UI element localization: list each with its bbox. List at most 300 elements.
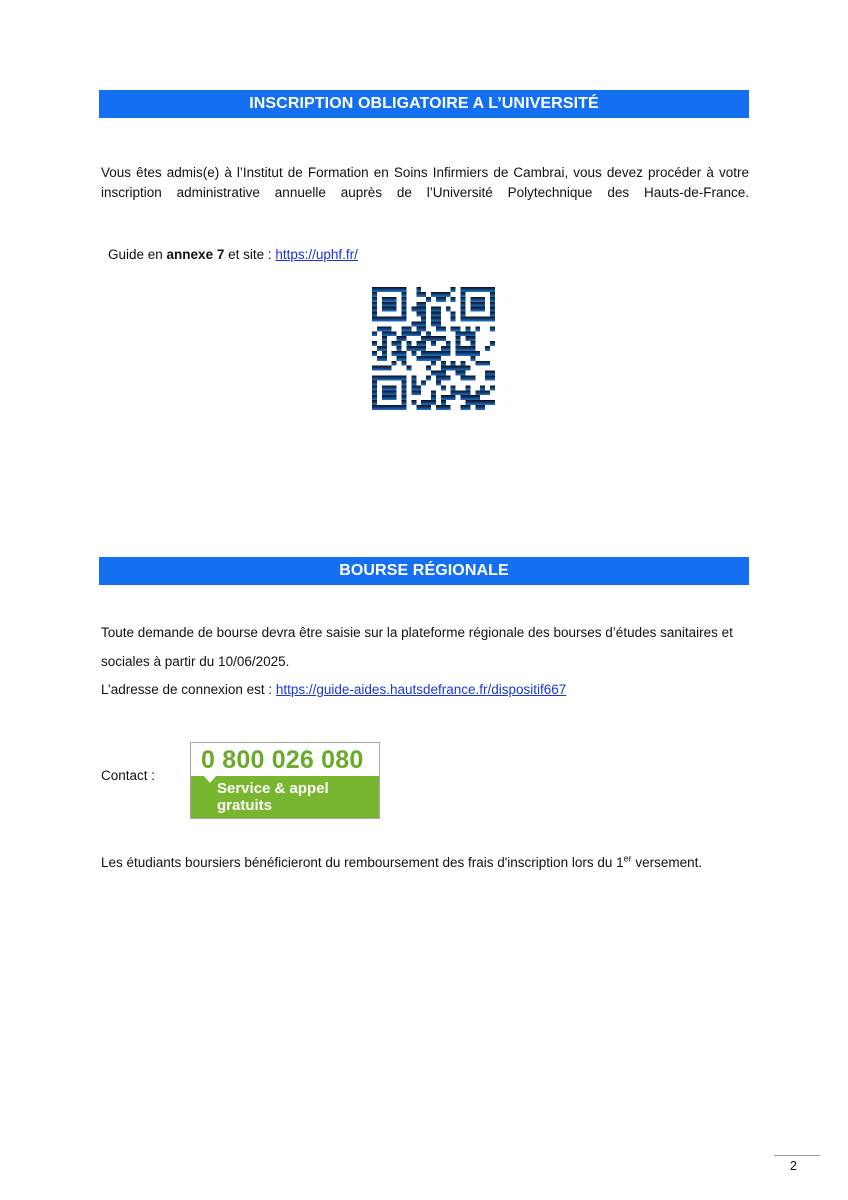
qr-module bbox=[406, 331, 411, 336]
qr-module bbox=[465, 287, 470, 292]
qr-module bbox=[402, 380, 407, 385]
qr-module bbox=[431, 321, 436, 326]
qr-module bbox=[406, 346, 411, 351]
qr-module bbox=[402, 312, 407, 317]
qr-module bbox=[421, 317, 426, 322]
qr-module bbox=[465, 385, 470, 390]
qr-module bbox=[475, 400, 480, 405]
qr-module bbox=[446, 341, 451, 346]
qr-module bbox=[402, 302, 407, 307]
qr-module bbox=[426, 376, 431, 381]
qr-module bbox=[451, 366, 456, 371]
qr-module bbox=[397, 317, 402, 322]
qr-module bbox=[446, 395, 451, 400]
qr-module bbox=[490, 341, 495, 346]
qr-module bbox=[470, 307, 475, 312]
qr-module bbox=[387, 302, 392, 307]
qr-module bbox=[372, 317, 377, 322]
qr-module bbox=[402, 336, 407, 341]
qr-module bbox=[382, 395, 387, 400]
section-banner-bourse bbox=[99, 557, 749, 585]
qr-module bbox=[382, 331, 387, 336]
qr-module bbox=[431, 292, 436, 297]
qr-module bbox=[402, 405, 407, 410]
qr-module bbox=[392, 351, 397, 356]
qr-module bbox=[461, 405, 466, 410]
qr-module bbox=[402, 361, 407, 366]
qr-module bbox=[377, 405, 382, 410]
qr-module bbox=[480, 405, 485, 410]
qr-module bbox=[387, 385, 392, 390]
qr-module bbox=[416, 331, 421, 336]
qr-module bbox=[372, 405, 377, 410]
qr-module bbox=[431, 317, 436, 322]
qr-module bbox=[470, 287, 475, 292]
qr-module bbox=[431, 400, 436, 405]
qr-module bbox=[470, 395, 475, 400]
qr-module bbox=[372, 297, 377, 302]
qr-module bbox=[421, 356, 426, 361]
qr-module bbox=[485, 287, 490, 292]
qr-module bbox=[372, 341, 377, 346]
qr-module bbox=[470, 297, 475, 302]
qr-module bbox=[387, 331, 392, 336]
qr-module bbox=[465, 351, 470, 356]
qr-module bbox=[441, 336, 446, 341]
qr-module bbox=[426, 351, 431, 356]
qr-module bbox=[416, 292, 421, 297]
qr-module bbox=[382, 336, 387, 341]
qr-module bbox=[397, 341, 402, 346]
qr-module bbox=[490, 376, 495, 381]
guide-annex: annexe 7 bbox=[166, 247, 225, 262]
qr-module bbox=[456, 341, 461, 346]
qr-module bbox=[475, 297, 480, 302]
qr-module bbox=[382, 376, 387, 381]
qr-module bbox=[475, 302, 480, 307]
qr-module bbox=[421, 326, 426, 331]
phone-service-band bbox=[191, 776, 379, 818]
qr-module bbox=[421, 312, 426, 317]
qr-module bbox=[392, 287, 397, 292]
qr-module bbox=[372, 312, 377, 317]
qr-module bbox=[436, 307, 441, 312]
qr-module bbox=[431, 307, 436, 312]
qr-module bbox=[436, 336, 441, 341]
qr-module bbox=[456, 331, 461, 336]
qr-module bbox=[436, 356, 441, 361]
qr-module bbox=[431, 336, 436, 341]
qr-module bbox=[465, 395, 470, 400]
phone-service-line-2: gratuits bbox=[217, 797, 273, 814]
qr-module bbox=[392, 385, 397, 390]
qr-module bbox=[441, 400, 446, 405]
phone-service-line-1: Service & appel bbox=[217, 780, 329, 797]
qr-module bbox=[372, 307, 377, 312]
qr-module bbox=[441, 395, 446, 400]
qr-module bbox=[490, 302, 495, 307]
qr-module bbox=[397, 346, 402, 351]
qr-module bbox=[406, 341, 411, 346]
qr-module bbox=[456, 390, 461, 395]
qr-module bbox=[441, 346, 446, 351]
inscription-paragraph: Vous êtes admis(e) à l’Institut de Formation en Soins Infirmiers de Cambrai, vous devez procéder à votre inscription administrative annuelle auprès de l’Université Polytechnique des Hauts-de-France. bbox=[101, 165, 749, 200]
callout-notch-icon bbox=[203, 775, 217, 783]
qr-module bbox=[411, 400, 416, 405]
qr-module bbox=[411, 390, 416, 395]
qr-module bbox=[465, 390, 470, 395]
qr-module bbox=[465, 400, 470, 405]
qr-module bbox=[397, 287, 402, 292]
qr-module bbox=[372, 292, 377, 297]
qr-module bbox=[421, 307, 426, 312]
uphf-link[interactable]: https://uphf.fr/ bbox=[275, 247, 358, 262]
qr-module bbox=[461, 297, 466, 302]
qr-module bbox=[411, 307, 416, 312]
qr-module bbox=[436, 376, 441, 381]
qr-module bbox=[490, 317, 495, 322]
qr-module bbox=[441, 297, 446, 302]
qr-module bbox=[470, 346, 475, 351]
qr-module bbox=[411, 380, 416, 385]
qr-module bbox=[402, 395, 407, 400]
qr-module bbox=[431, 395, 436, 400]
qr-module bbox=[387, 326, 392, 331]
qr-module bbox=[431, 371, 436, 376]
qr-module bbox=[402, 376, 407, 381]
qr-module bbox=[387, 307, 392, 312]
qr-module bbox=[397, 351, 402, 356]
qr-module bbox=[426, 356, 431, 361]
qr-module bbox=[461, 371, 466, 376]
section-title: INSCRIPTION OBLIGATOIRE A L’UNIVERSITÉ bbox=[249, 95, 599, 112]
qr-module bbox=[421, 400, 426, 405]
qr-module bbox=[411, 351, 416, 356]
bourse-line-1: Toute demande de bourse devra être saisie sur la plateforme régionale des bourses d’études sanitaires et bbox=[101, 625, 733, 640]
qr-module bbox=[461, 292, 466, 297]
qr-module bbox=[451, 395, 456, 400]
qr-module bbox=[377, 317, 382, 322]
qr-module bbox=[490, 292, 495, 297]
qr-module bbox=[392, 297, 397, 302]
final-note bbox=[101, 855, 702, 870]
qr-module bbox=[387, 297, 392, 302]
qr-module bbox=[451, 361, 456, 366]
qr-module bbox=[411, 376, 416, 381]
qr-module bbox=[372, 395, 377, 400]
qr-module bbox=[421, 351, 426, 356]
qr-module bbox=[475, 351, 480, 356]
qr-module bbox=[480, 302, 485, 307]
qr-module bbox=[480, 287, 485, 292]
qr-module bbox=[436, 321, 441, 326]
qr-module bbox=[436, 297, 441, 302]
phone-number: 0 800 026 080 bbox=[201, 746, 364, 774]
qr-module bbox=[416, 405, 421, 410]
qr-module bbox=[377, 287, 382, 292]
qr-module bbox=[431, 356, 436, 361]
qr-module bbox=[475, 395, 480, 400]
qr-module bbox=[461, 346, 466, 351]
qr-module bbox=[411, 321, 416, 326]
qr-module bbox=[461, 366, 466, 371]
qr-module bbox=[490, 307, 495, 312]
qr-module bbox=[431, 390, 436, 395]
qr-module bbox=[411, 346, 416, 351]
qr-module bbox=[402, 400, 407, 405]
qr-module bbox=[451, 312, 456, 317]
final-note-end: versement. bbox=[631, 855, 703, 870]
qr-module bbox=[377, 366, 382, 371]
qr-module bbox=[436, 317, 441, 322]
qr-module bbox=[490, 297, 495, 302]
qr-module bbox=[392, 317, 397, 322]
qr-module bbox=[461, 361, 466, 366]
qr-module bbox=[421, 321, 426, 326]
qr-module bbox=[485, 371, 490, 376]
qr-module bbox=[485, 390, 490, 395]
qr-module bbox=[465, 366, 470, 371]
qr-module bbox=[402, 351, 407, 356]
qr-module bbox=[446, 405, 451, 410]
qr-module bbox=[421, 302, 426, 307]
qr-module bbox=[387, 366, 392, 371]
qr-module bbox=[382, 287, 387, 292]
qr-module bbox=[421, 346, 426, 351]
qr-module bbox=[490, 385, 495, 390]
qr-module bbox=[451, 317, 456, 322]
qr-module bbox=[441, 371, 446, 376]
qr-module bbox=[431, 312, 436, 317]
qr-module bbox=[456, 336, 461, 341]
qr-module bbox=[461, 302, 466, 307]
qr-module bbox=[416, 326, 421, 331]
qr-module bbox=[426, 336, 431, 341]
qr-module bbox=[416, 321, 421, 326]
qr-module bbox=[387, 287, 392, 292]
qr-module bbox=[465, 405, 470, 410]
qr-module bbox=[470, 351, 475, 356]
qr-module bbox=[426, 297, 431, 302]
qr-module bbox=[382, 317, 387, 322]
qr-module bbox=[470, 341, 475, 346]
qr-module bbox=[446, 351, 451, 356]
qr-module bbox=[446, 366, 451, 371]
qr-module bbox=[382, 390, 387, 395]
qr-module bbox=[436, 380, 441, 385]
qr-module bbox=[446, 376, 451, 381]
qr-module bbox=[402, 390, 407, 395]
qr-module bbox=[421, 341, 426, 346]
qr-module bbox=[436, 326, 441, 331]
qr-module bbox=[406, 326, 411, 331]
qr-module bbox=[421, 405, 426, 410]
qr-module bbox=[416, 302, 421, 307]
qr-module bbox=[406, 366, 411, 371]
qr-module bbox=[480, 385, 485, 390]
qr-module bbox=[475, 405, 480, 410]
qr-module bbox=[392, 395, 397, 400]
guide-line bbox=[108, 247, 358, 262]
qr-module bbox=[465, 376, 470, 381]
qr-module bbox=[431, 361, 436, 366]
qr-module bbox=[441, 366, 446, 371]
qr-module bbox=[397, 376, 402, 381]
guide-aides-link[interactable]: https://guide-aides.hautsdefrance.fr/dispositif667 bbox=[275, 682, 567, 697]
qr-module bbox=[436, 312, 441, 317]
qr-module bbox=[387, 390, 392, 395]
page-number: 2 bbox=[790, 1159, 797, 1173]
qr-module bbox=[377, 326, 382, 331]
qr-module bbox=[441, 385, 446, 390]
qr-module bbox=[475, 287, 480, 292]
qr-module bbox=[480, 317, 485, 322]
qr-module bbox=[475, 326, 480, 331]
qr-module bbox=[475, 317, 480, 322]
qr-module bbox=[416, 341, 421, 346]
qr-module bbox=[382, 341, 387, 346]
qr-module bbox=[441, 351, 446, 356]
qr-module bbox=[451, 385, 456, 390]
qr-module bbox=[465, 326, 470, 331]
section-title: BOURSE RÉGIONALE bbox=[339, 562, 509, 579]
qr-module bbox=[456, 346, 461, 351]
qr-module bbox=[411, 385, 416, 390]
qr-module bbox=[402, 297, 407, 302]
qr-module bbox=[431, 351, 436, 356]
qr-module bbox=[490, 312, 495, 317]
qr-module bbox=[392, 405, 397, 410]
qr-module bbox=[480, 297, 485, 302]
qr-module bbox=[461, 307, 466, 312]
qr-module bbox=[436, 351, 441, 356]
qr-module bbox=[372, 366, 377, 371]
qr-module bbox=[451, 326, 456, 331]
qr-module bbox=[465, 331, 470, 336]
qr-module bbox=[382, 326, 387, 331]
qr-module bbox=[392, 331, 397, 336]
qr-module bbox=[421, 380, 426, 385]
qr-module bbox=[382, 366, 387, 371]
qr-module bbox=[416, 390, 421, 395]
qr-module bbox=[456, 366, 461, 371]
qr-module bbox=[372, 380, 377, 385]
qr-module bbox=[372, 331, 377, 336]
guide-middle: et site : bbox=[224, 247, 276, 262]
qr-module bbox=[485, 400, 490, 405]
qr-module bbox=[387, 405, 392, 410]
qr-module bbox=[470, 302, 475, 307]
qr-module bbox=[461, 376, 466, 381]
qr-module bbox=[461, 395, 466, 400]
qr-module bbox=[392, 390, 397, 395]
qr-module bbox=[416, 385, 421, 390]
address-line bbox=[101, 682, 566, 697]
qr-module bbox=[382, 307, 387, 312]
qr-module bbox=[392, 361, 397, 366]
qr-module bbox=[470, 336, 475, 341]
qr-module bbox=[397, 336, 402, 341]
qr-module bbox=[387, 317, 392, 322]
qr-module bbox=[382, 356, 387, 361]
qr-module bbox=[392, 341, 397, 346]
qr-module bbox=[416, 346, 421, 351]
qr-module bbox=[397, 405, 402, 410]
qr-module bbox=[451, 390, 456, 395]
qr-module bbox=[382, 351, 387, 356]
qr-module bbox=[372, 400, 377, 405]
section-banner-inscription bbox=[99, 90, 749, 118]
qr-module bbox=[387, 376, 392, 381]
guide-prefix: Guide en bbox=[108, 247, 167, 262]
address-prefix: L’adresse de connexion est : bbox=[101, 682, 276, 697]
qr-module bbox=[470, 317, 475, 322]
qr-module bbox=[436, 292, 441, 297]
qr-module bbox=[402, 307, 407, 312]
qr-module bbox=[470, 331, 475, 336]
qr-module bbox=[461, 390, 466, 395]
qr-module bbox=[470, 356, 475, 361]
qr-module bbox=[421, 336, 426, 341]
qr-module bbox=[485, 346, 490, 351]
qr-module bbox=[436, 371, 441, 376]
free-phone-badge bbox=[190, 742, 380, 819]
qr-module bbox=[456, 326, 461, 331]
qr-module bbox=[465, 336, 470, 341]
qr-module bbox=[387, 395, 392, 400]
qr-module bbox=[377, 346, 382, 351]
qr-module bbox=[377, 356, 382, 361]
qr-module bbox=[372, 287, 377, 292]
qr-module bbox=[441, 361, 446, 366]
qr-module bbox=[416, 356, 421, 361]
qr-module bbox=[480, 307, 485, 312]
qr-module bbox=[470, 376, 475, 381]
footer-rule bbox=[774, 1155, 820, 1156]
qr-module bbox=[490, 371, 495, 376]
qr-module bbox=[382, 297, 387, 302]
qr-module bbox=[431, 341, 436, 346]
qr-module bbox=[416, 307, 421, 312]
bourse-line-2: sociales à partir du 10/06/2025. bbox=[101, 654, 290, 669]
qr-module bbox=[441, 405, 446, 410]
qr-module bbox=[392, 376, 397, 381]
qr-module bbox=[426, 366, 431, 371]
qr-module bbox=[446, 292, 451, 297]
qr-module bbox=[441, 292, 446, 297]
qr-module bbox=[456, 371, 461, 376]
qr-module bbox=[372, 390, 377, 395]
qr-module bbox=[470, 400, 475, 405]
qr-module bbox=[441, 376, 446, 381]
qr-module bbox=[402, 292, 407, 297]
qr-module bbox=[465, 317, 470, 322]
qr-module bbox=[426, 400, 431, 405]
qr-module bbox=[461, 317, 466, 322]
qr-module bbox=[461, 351, 466, 356]
qr-module bbox=[382, 385, 387, 390]
qr-module bbox=[461, 331, 466, 336]
qr-module bbox=[402, 331, 407, 336]
qr-module bbox=[490, 287, 495, 292]
qr-module bbox=[490, 326, 495, 331]
qr-module bbox=[392, 307, 397, 312]
qr-module bbox=[402, 356, 407, 361]
qr-module bbox=[372, 385, 377, 390]
qr-module bbox=[480, 400, 485, 405]
qr-module bbox=[475, 390, 480, 395]
qr-module bbox=[461, 312, 466, 317]
